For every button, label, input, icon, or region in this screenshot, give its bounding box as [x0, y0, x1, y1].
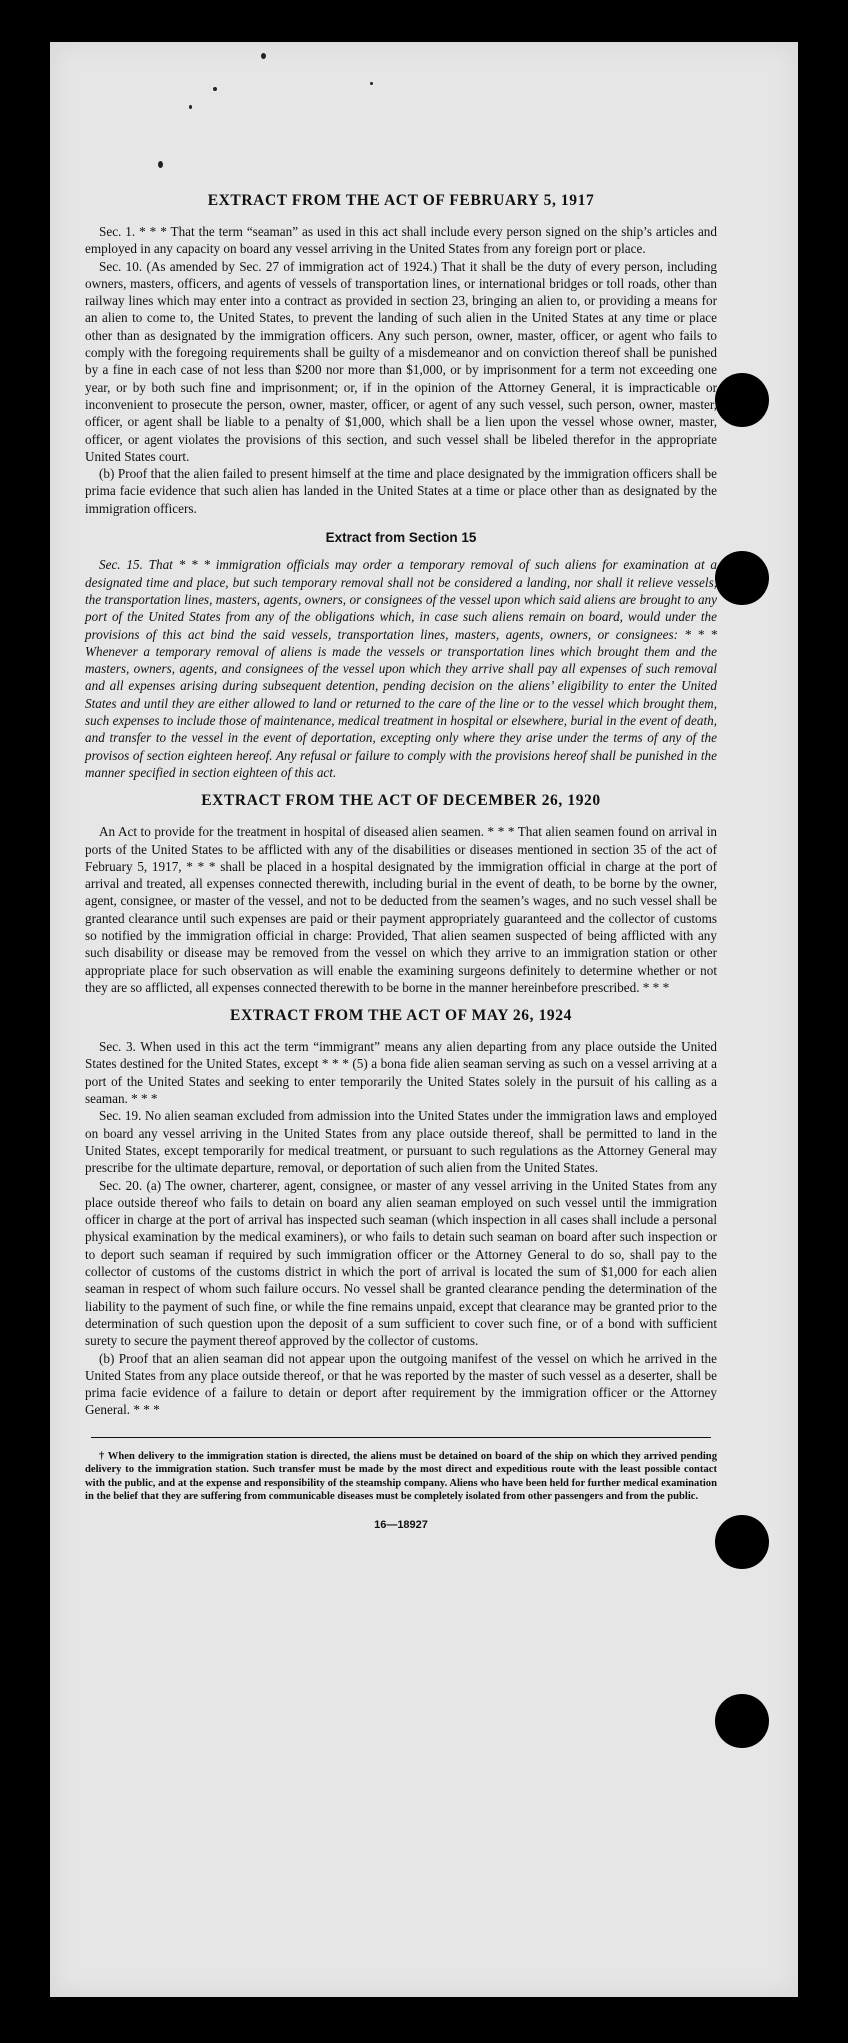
footnote-divider — [91, 1437, 711, 1438]
paragraph-act-1920: An Act to provide for the treatment in hospital of diseased alien seamen. * * * That alien seamen found on arrival in ports of the United States to be afflicted with any of the disabilities or diseases mentioned in section 35 of the act of February 5, 1917, * * * shall be placed in a hospital designated by the immigration official in charge at the port of arrival and treated, all expenses connected therewith, including burial in the event of death, to be borne by the owner, agent, consignee, or master of the vessel, and not to be deducted from the seamen’s wages, and no such vessel shall be granted clearance until such expenses are paid or their payment appropriately guaranteed and the collector of customs so notified by the immigration official in charge: Provided, That alien seamen suspected of being afflicted with any such disability or disease may be removed from the vessel on which they arrive to an immigration station or other appropriate place for such observation as will enable the examining surgeons definitely to determine whether or not they are so afflicted, all expenses connected therewith to be borne in the manner hereinbefore prescribed. * * * — [85, 824, 717, 995]
paragraph-sec-10b: (b) Proof that the alien failed to present himself at the time and place designated by the immigration officers shall be prima facie evidence that such alien has landed in the United States at a time or place other than as designated by the immigration officers. — [85, 466, 717, 516]
heading-section-15: Extract from Section 15 — [325, 530, 477, 546]
paragraph-sec-20a: Sec. 20. (a) The owner, charterer, agent, consignee, or master of any vessel arriving in the United States from any place outside thereof who fails to detain on board any alien seaman employed on such vessel until the immigration officer in charge at the port of arrival has inspected such seaman (which inspection in all cases shall include a personal physical examination by the medical examiners), or who fails to detain such seaman on board after such inspection or to deport such seaman if required by such immigration officer or the Attorney General to do so, shall pay to the collector of customs of the customs district in which the port of arrival is located the sum of $1,000 for each alien seaman in respect of whom such failure occurs. No vessel shall be granted clearance pending the determination of the liability to the payment of such fine, or while the fine remains unpaid, except that clearance may be granted prior to the determination of such question upon the deposit of a sum sufficient to cover such fine, or of a bond with sufficient surety to secure the payment thereof approved by the collector of customs. — [85, 1177, 717, 1349]
footnote-text: † When delivery to the immigration station is directed, the aliens must be detained on board of the ship on which they arrived pending delivery to the immigration station. Such transfer must be made by the most direct and expeditious route with the least possible contact with the public, and at the expense and responsibility of the steamship company. Aliens who have been held for further medical examination in the belief that they are suffering from communicable diseases must be completely isolated from other passengers and from the public. — [85, 1450, 717, 1502]
paper-speck — [189, 105, 192, 109]
paragraph-sec-1: Sec. 1. * * * That the term “seaman” as used in this act shall include every person signed on the ship’s articles and employed in any capacity on board any vessel arriving in the United States from any foreign port or place. — [85, 224, 717, 257]
paper-speck — [261, 53, 266, 59]
paper-speck — [370, 82, 373, 85]
punch-hole — [715, 551, 769, 605]
punch-hole — [715, 1694, 769, 1748]
paper-speck — [213, 87, 217, 91]
punch-hole — [715, 373, 769, 427]
heading-act-1920: EXTRACT FROM THE ACT OF DECEMBER 26, 1920 — [201, 792, 601, 810]
paragraph-sec-3: Sec. 3. When used in this act the term “immigrant” means any alien departing from any place outside the United States destined for the United States, except * * * (5) a bona fide alien seaman serving as such on a vessel arriving at a port of the United States and seeking to enter temporarily the United States solely in the pursuit of his calling as a seaman. * * * — [85, 1039, 717, 1107]
paragraph-sec-20b: (b) Proof that an alien seaman did not appear upon the outgoing manifest of the vessel on which he arrived in the United States from any place outside thereof, or that he was reported by the master of such vessel as a deserter, shall be prima facie evidence of a failure to detain or deport after requirement by the immigration officer or the Attorney General. * * * — [85, 1350, 717, 1418]
punch-hole — [715, 1515, 769, 1569]
heading-act-1924: EXTRACT FROM THE ACT OF MAY 26, 1924 — [230, 1007, 572, 1025]
form-number: 16—18927 — [374, 1519, 428, 1532]
paragraph-sec-10: Sec. 10. (As amended by Sec. 27 of immigration act of 1924.) That it shall be the duty of every person, including owners, masters, officers, and agents of vessels of transportation lines, or international bridges or toll roads, other than railway lines which may enter into a contract as provided in section 23, bringing an alien to, or providing a means for an alien to come to, the United States, to prevent the landing of such alien in the United States at any time or place other than as designated by the immigration officers. Any such person, owner, master, officer, or agent who fails to comply with the foregoing requirements shall be guilty of a misdemeanor and on conviction thereof shall be punished by a fine in each case of not less than $200 nor more than $1,000, or by imprisonment for a term not exceeding one year, or by both such fine and imprisonment; or, if in the opinion of the Attorney General, it is impracticable or inconvenient to prosecute the person, owner, master, officer, or agent of any such vessel, such person, owner, master, officer, or agent shall be liable to a penalty of $1,000, which shall be a lien upon the vessel whose owner, master, officer, or agent violates the provisions of this section, and such vessel shall be libeled therefor in the appropriate United States court. — [85, 258, 717, 464]
paragraph-sec-19: Sec. 19. No alien seaman excluded from admission into the United States under the immigration laws and employed on board any vessel arriving in the United States from any place outside thereof, shall be permitted to land in the United States, except temporarily for medical treatment, or pursuant to such regulations as the Attorney General may prescribe for the ultimate departure, removal, or deportation of such alien from the United States. — [85, 1108, 717, 1176]
paper-speck — [158, 161, 163, 168]
paragraph-sec-15: Sec. 15. That * * * immigration officials may order a temporary removal of such aliens for examination at a designated time and place, but such temporary removal shall not be considered a landing, nor shall it relieve vessels, the transportation lines, masters, agents, owners, or consignees of the vessel upon which said aliens are brought to any port of the United States from any of the obligations which, in case such aliens remain on board, would under the provisions of this act bind the said vessels, transportation lines, masters, agents, owners, or consignees: * * * Whenever a temporary removal of aliens is made the vessels or transportation lines which brought them and the masters, owners, agents, and consignees of the vessel upon which they arrive shall pay all expenses of such removal and all expenses arising during subsequent detention, pending decision on the aliens’ eligibility to enter the United States and until they are either allowed to land or returned to the care of the line or to the vessel which brought them, such expenses to include those of maintenance, medical treatment in hospital or elsewhere, burial in the event of death, and transfer to the vessel in the event of deportation, excepting only where they arise under the terms of any of the provisos of section eighteen hereof. Any refusal or failure to comply with the provisions hereof shall be punished in the manner specified in section eighteen of this act. — [85, 557, 717, 780]
heading-act-1917: EXTRACT FROM THE ACT OF FEBRUARY 5, 1917 — [207, 192, 595, 209]
footnote — [85, 1450, 717, 1504]
document-body — [85, 191, 717, 1535]
